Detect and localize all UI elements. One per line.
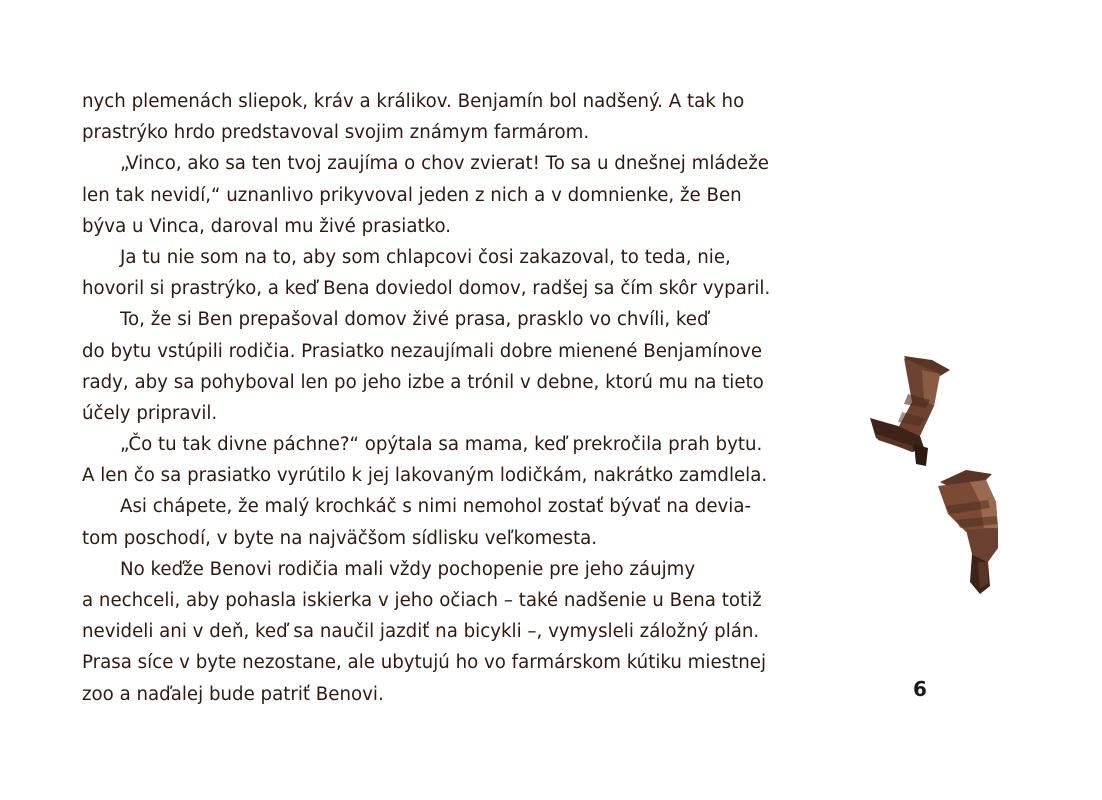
text-line: tom poschodí, v byte na najväčšom sídlisku veľkomesta. — [82, 527, 598, 549]
text-line: „Vinco, ako sa ten tvoj zaujíma o chov zvierat! To sa u dnešnej mládeže — [120, 153, 769, 175]
text-line: hovoril si prastrýko, a keď Bena doviedol domov, radšej sa čím skôr vyparil. — [82, 278, 771, 300]
text-line: nych plemenách sliepok, kráv a králikov. Benjamín bol nadšený. A tak ho — [82, 91, 745, 112]
text-line: nevideli ani v deň, keď sa naučil jazdiť na bicykli –, vymysleli záložný plán. — [82, 621, 760, 643]
text-line: Ja tu nie som na to, aby som chlapcovi čosi zakazoval, to teda, nie, — [120, 246, 731, 268]
text-line: býva u Vinca, daroval mu živé prasiatko. — [82, 215, 452, 237]
text-line: zoo a naďalej bude patriť Benovi. — [82, 683, 384, 705]
boot-illustration — [868, 348, 960, 478]
text-line: Asi chápete, že malý krochkáč s nimi nemohol zostať bývať na devia- — [120, 496, 752, 518]
text-line: prastrýko hrdo predstavoval svojim známym farmárom. — [82, 122, 590, 144]
text-line: No keďže Benovi rodičia mali vždy pochopenie pre jeho záujmy — [120, 558, 696, 580]
text-line: Prasa síce v byte nezostane, ale ubytujú ho vo farmárskom kútiku miestnej — [82, 652, 767, 674]
page-number: 6 — [913, 677, 927, 701]
text-line: len tak nevidí,“ uznanlivo prikyvoval jeden z nich a v domnienke, že Ben — [82, 184, 742, 206]
body-text — [82, 86, 862, 710]
text-line: a nechceli, aby pohasla iskierka v jeho očiach – také nadšenie u Bena totiž — [82, 590, 762, 611]
boot-illustration — [926, 462, 1022, 598]
text-line: rady, aby sa pohyboval len po jeho izbe a trónil v debne, ktorú mu na tieto — [82, 371, 764, 393]
text-line: účely pripravil. — [82, 402, 218, 424]
text-line: „Čo tu tak divne páchne?“ opýtala sa mama, keď prekročila prah bytu. — [120, 434, 763, 456]
text-line: do bytu vstúpili rodičia. Prasiatko nezaujímali dobre mienené Benjamínove — [82, 340, 763, 362]
text-line: To, že si Ben prepašoval domov živé prasa, prasklo vo chvíli, keď — [120, 309, 709, 331]
text-line: A len čo sa prasiatko vyrútilo k jej lakovaným lodičkám, nakrátko zamdlela. — [82, 465, 768, 487]
